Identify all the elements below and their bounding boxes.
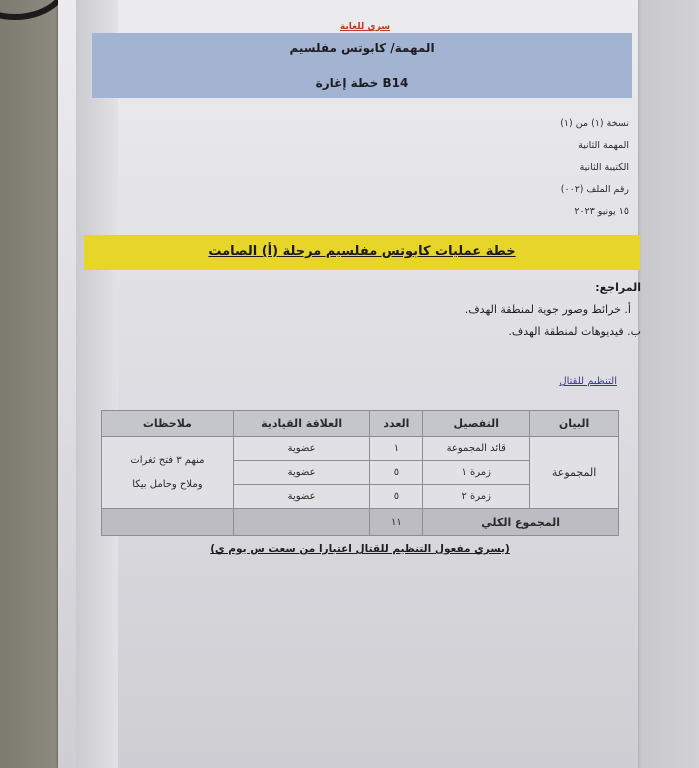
copy-number: نسخة (١) من (١) (560, 118, 629, 129)
notes-line: وملاح وحامل بيكا (132, 478, 203, 490)
combat-organization-link[interactable]: التنظيم للقتال (559, 376, 617, 387)
classification-label: سري للغاية (339, 22, 391, 32)
count-cell: ١ (370, 437, 423, 461)
mission-title: المهمة/ كابوتس مفلسيم (289, 41, 435, 55)
empty-cell (233, 509, 370, 536)
relation-cell: عضوية (233, 485, 370, 509)
footnote: (يسري مفعول التنظيم للقتال اعتبارا من سعت س يوم ي) (210, 543, 510, 555)
reference-item: ب. فيديوهات لمنطقة الهدف. (508, 325, 641, 338)
empty-cell (102, 509, 234, 536)
document-metadata (469, 113, 629, 223)
document-date: ١٥ يونيو ٢٠٢٣ (574, 206, 629, 217)
table-row (102, 437, 619, 461)
title-band (92, 33, 632, 98)
relation-cell: عضوية (233, 437, 370, 461)
notes-line: منهم ٣ فتح ثغرات (130, 454, 205, 466)
header-relation: العلاقة القيادية (233, 411, 370, 437)
total-row (102, 509, 619, 536)
count-cell: ٥ (370, 485, 423, 509)
header-statement: البيان (530, 411, 619, 437)
references (321, 277, 641, 343)
reference-item: أ. خرائط وصور جوية لمنطقة الهدف. (464, 303, 631, 316)
battalion: الكتيبة الثانية (579, 162, 629, 173)
group-label: المجموعة (530, 437, 619, 509)
notes-cell (102, 437, 234, 509)
detail-cell: قائد المجموعة (423, 437, 530, 461)
references-heading: المراجع: (595, 281, 641, 294)
detail-cell: زمرة ١ (423, 461, 530, 485)
detail-cell: زمرة ٢ (423, 485, 530, 509)
relation-cell: عضوية (233, 461, 370, 485)
page-shadow (76, 0, 118, 768)
plan-code: خطة إغارة B14 (315, 76, 409, 90)
organization-table (101, 410, 619, 536)
mission-line: المهمة الثانية (578, 140, 629, 151)
count-cell: ٥ (370, 461, 423, 485)
file-number: رقم الملف (٠٠٢) (560, 184, 629, 195)
header-count: العدد (370, 411, 423, 437)
section-title-band (84, 235, 640, 270)
next-page-edge (630, 0, 699, 768)
header-detail: التفصيل (423, 411, 530, 437)
total-label: المجموع الكلي (423, 509, 619, 536)
total-count: ١١ (370, 509, 423, 536)
section-title: خطة عمليات كابوتس مفلسيم مرحلة (أ) الصامت (208, 244, 516, 259)
table-header-row (102, 411, 619, 437)
header-notes: ملاحظات (102, 411, 234, 437)
